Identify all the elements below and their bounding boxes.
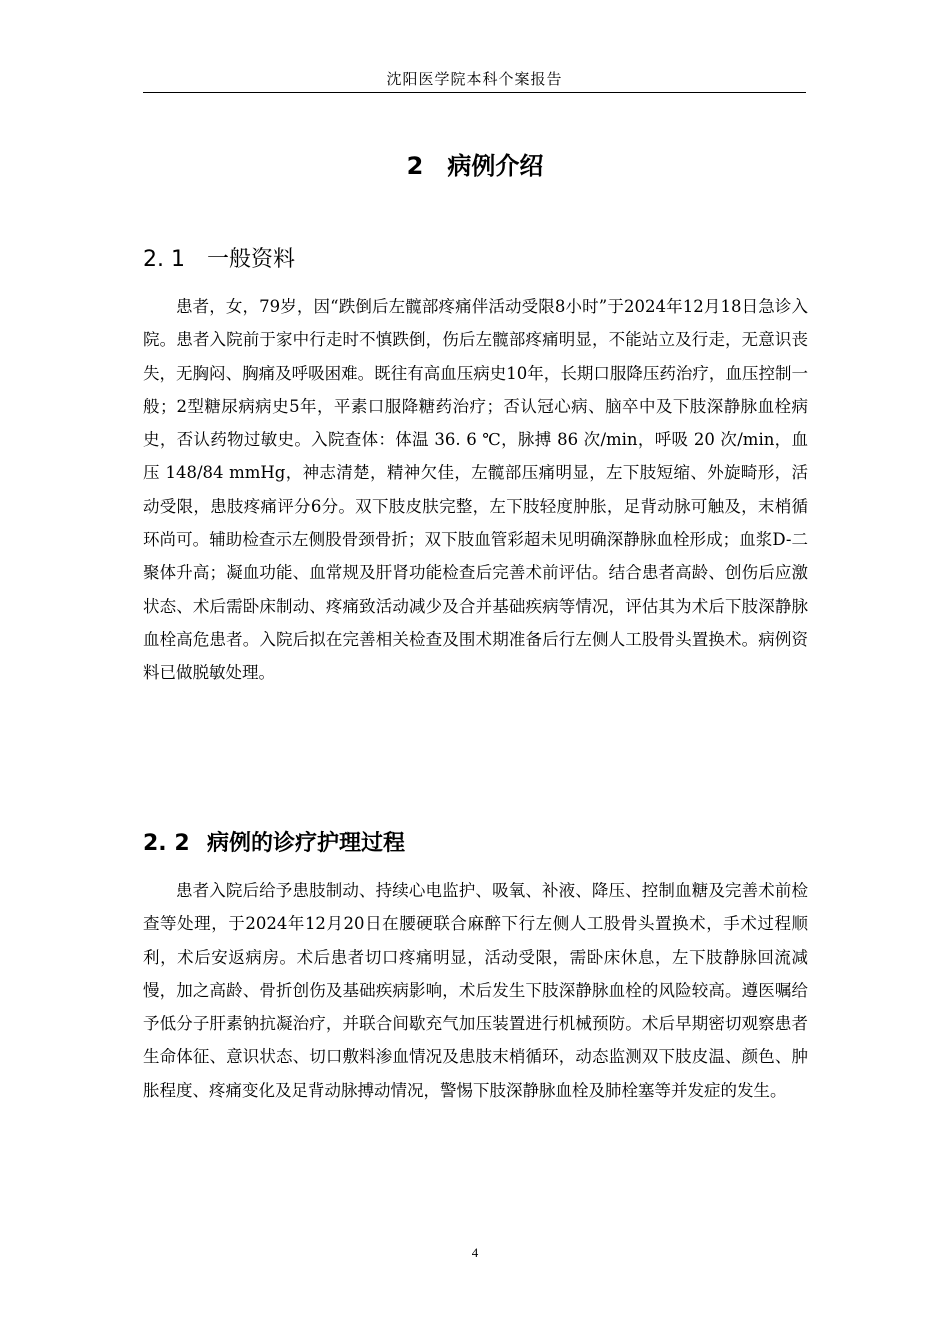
paragraph-treatment-process: 患者入院后给予患肢制动、持续心电监护、吸氧、补液、降压、控制血糖及完善术前检查等处理，于2024年12月20日在腰硬联合麻醉下行左侧人工股骨头置换术，手术过程顺利，术后安返病房。术后患者切口疼痛明显，活动受限，需卧床休息，左下肢静脉回流减慢，加之高龄、骨折创伤及基础疾病影响，术后发生下肢深静脉血栓的风险较高。遵医嘱给予低分子肝素钠抗凝治疗，并联合间歇充气加压装置进行机械预防。术后早期密切观察患者生命体征、意识状态、切口敷料渗血情况及患肢末梢循环，动态监测双下肢皮温、颜色、肿胀程度、疼痛变化及足背动脉搏动情况，警惕下肢深静脉血栓及肺栓塞等并发症的发生。	[143, 881, 808, 1100]
page-header: 沈阳医学院本科个案报告	[143, 66, 806, 93]
chapter-title	[0, 148, 950, 184]
section-number: 2. 2	[143, 831, 190, 856]
section-heading-general	[143, 244, 295, 276]
section-title: 病例的诊疗护理过程	[207, 831, 406, 856]
paragraph-general-info: 患者，女，79岁，因“跌倒后左髋部疼痛伴活动受限8小时”于2024年12月18日急诊入院。患者入院前于家中行走时不慎跌倒，伤后左髋部疼痛明显，不能站立及行走，无意识丧失，无胸闷、胸痛及呼吸困难。既往有高血压病史10年，长期口服降压药治疗，血压控制一般；2型糖尿病病史5年，平素口服降糖药治疗；否认冠心病、脑卒中及下肢深静脉血栓病史，否认药物过敏史。入院查体：体温 36. 6 ℃，脉搏 86 次/min，呼吸 20 次/min，血压 148/84 mmHg，神志清楚，精神欠佳，左髋部压痛明显，左下肢短缩、外旋畸形，活动受限，患肢疼痛评分6分。双下肢皮肤完整，左下肢轻度肿胀，足背动脉可触及，末梢循环尚可。辅助检查示左侧股骨颈骨折；双下肢血管彩超未见明确深静脉血栓形成；血浆D-二聚体升高；凝血功能、血常规及肝肾功能检查后完善术前评估。结合患者高龄、创伤后应激状态、术后需卧床制动、疼痛致活动减少及合并基础疾病等情况，评估其为术后下肢深静脉血栓高危患者。入院后拟在完善相关检查及围术期准备后行左侧人工股骨头置换术。病例资料已做脱敏处理。	[143, 297, 808, 683]
chapter-number: 2	[406, 152, 424, 180]
section-number: 2. 1	[143, 247, 185, 272]
section-title: 一般资料	[207, 247, 296, 272]
section-heading-process	[143, 828, 405, 860]
chapter-title-text: 病例介绍	[447, 152, 544, 180]
page-number: 4	[471, 1245, 479, 1260]
